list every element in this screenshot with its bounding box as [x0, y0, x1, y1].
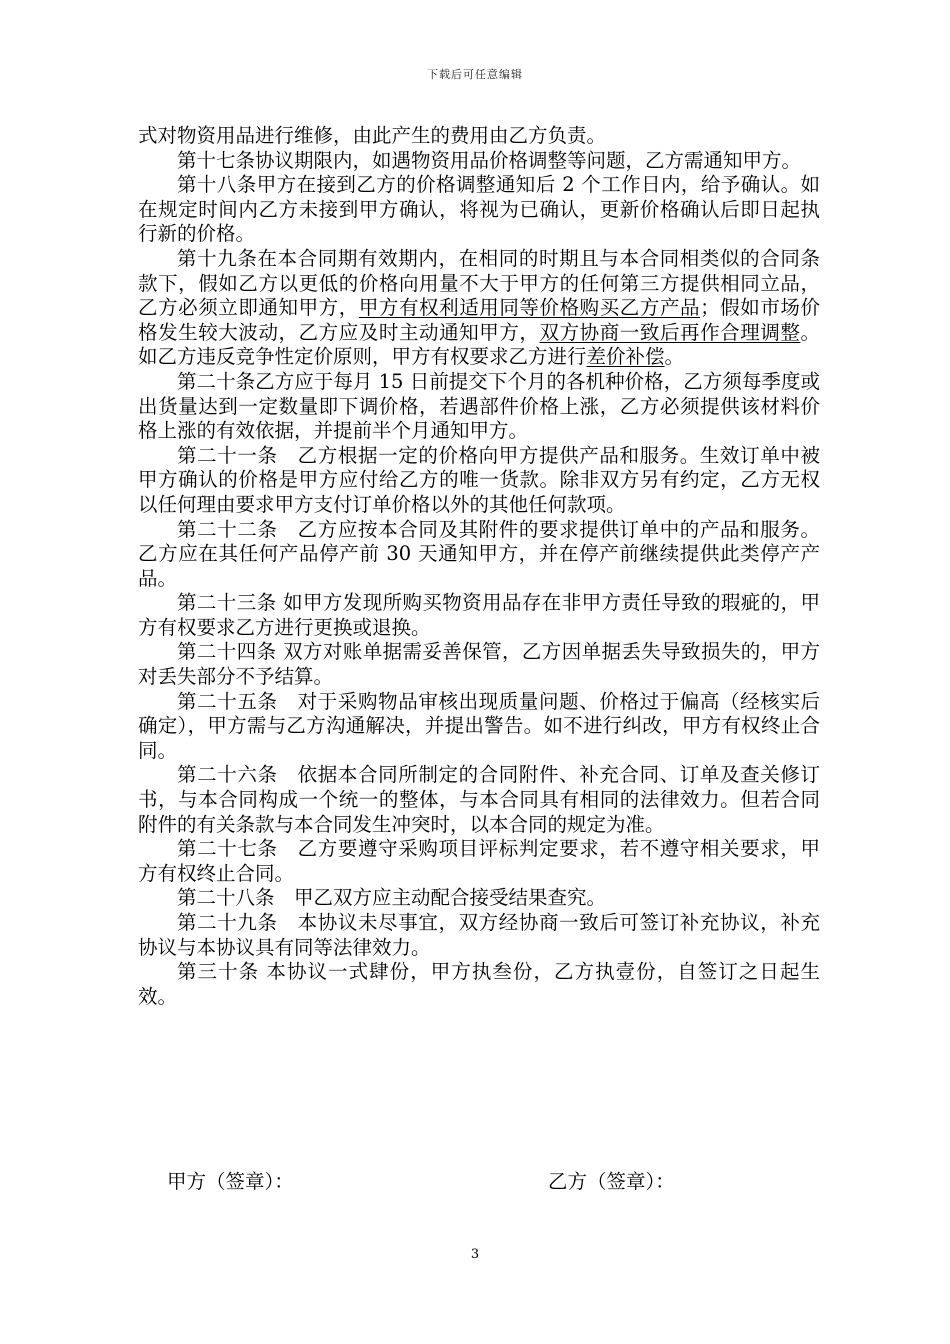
paragraph-article-29: 第二十九条 本协议未尽事宜，双方经协商一致后可签订补充协议，补充协议与本协议具有同等法律效力。 — [138, 911, 820, 959]
paragraph-article-21: 第二十一条 乙方根据一定的价格向甲方提供产品和服务。生效订单中被甲方确认的价格是甲方应付给乙方的唯一货款。除非双方另有约定，乙方无权以任何理由要求甲方支付订单价格以外的其他任何款项。 — [138, 443, 820, 516]
article-19-text-3: 。如乙方违反竞争性定价原则，甲方有权要求乙方进行 — [138, 320, 820, 369]
paragraph-article-28: 第二十八条 甲乙双方应主动配合接受结果查究。 — [177, 886, 607, 910]
contract-body — [138, 124, 820, 1009]
paragraph-article-30: 第三十条 本协议一式肆份，甲方执叁份，乙方执壹份，自签订之日起生效。 — [138, 960, 820, 1008]
paragraph-article-19 — [138, 247, 820, 370]
paragraph-article-18: 第十八条甲方在接到乙方的价格调整通知后 2 个工作日内，给予确认。如在规定时间内乙方未接到甲方确认，将视为已确认，更新价格确认后即日起执行新的价格。 — [138, 173, 820, 246]
paragraph-article-26: 第二十六条 依据本合同所制定的合同附件、补充合同、订单及查关修订书，与本合同构成一个统一的整体，与本合同具有相同的法律效力。但若合同附件的有关条款与本合同发生冲突时，以本合同的规定为准。 — [138, 763, 820, 836]
paragraph-article-24: 第二十四条 双方对账单据需妥善保管，乙方因单据丢失导致损失的，甲方对丢失部分不予结算。 — [138, 640, 820, 689]
page-number: 3 — [470, 1247, 480, 1262]
party-a-signature-label: 甲方（签章）： — [167, 1170, 294, 1193]
paragraph-article-25: 第二十五条 对于采购物品审核出现质量问题、价格过于偏高（经核实后确定），甲方需与乙方沟通解决，并提出警告。如不进行纠改，甲方有权终止合同。 — [138, 689, 820, 762]
paragraph-article-17: 第十七条协议期限内，如遇物资用品价格调整等问题，乙方需通知甲方。 — [177, 148, 802, 172]
paragraph-article-20: 第二十条乙方应于每月 15 日前提交下个月的各机种价格，乙方须每季度或出货量达到一定数量即下调价格，若遇部件价格上涨，乙方必须提供该材料价格上涨的有效依据，并提前半个月通知甲方。 — [138, 369, 820, 443]
article-19-underlined-2: 双方协商一致后再作合理调整 — [539, 320, 801, 344]
article-19-underlined-3: 差价补偿 — [586, 345, 665, 369]
article-19-underlined-1: 甲方有权利适用同等价格购买乙方产品 — [358, 296, 701, 320]
article-19-text-2: ；假如市场价格发生较大波动，乙方应及时主动通知甲方， — [138, 296, 820, 344]
paragraph-continuation: 式对物资用品进行维修，由此产生的费用由乙方负责。 — [138, 124, 607, 147]
article-19-text-1: 第十九条在本合同期有效期内，在相同的时期且与本合同相类似的合同条款下，假如乙方以更低的价格向用量不大于甲方的任何第三方提供相同立品，乙方必须立即通知甲方， — [138, 246, 820, 320]
paragraph-article-22: 第二十二条 乙方应按本合同及其附件的要求提供订单中的产品和服务。乙方应在其任何产品停产前 30 天通知甲方，并在停产前继续提供此类停产产品。 — [138, 517, 820, 590]
paragraph-article-27: 第二十七条 乙方要遵守采购项目评标判定要求，若不遵守相关要求，甲方有权终止合同。 — [138, 837, 820, 885]
party-b-signature-label: 乙方（签章）： — [548, 1170, 675, 1193]
page-header: 下载后可任意编辑 — [427, 68, 523, 81]
paragraph-article-23: 第二十三条 如甲方发现所购买物资用品存在非甲方责任导致的瑕疵的，甲方有权要求乙方进行更换或退换。 — [138, 591, 820, 639]
article-19-text-4: 。 — [664, 345, 685, 369]
